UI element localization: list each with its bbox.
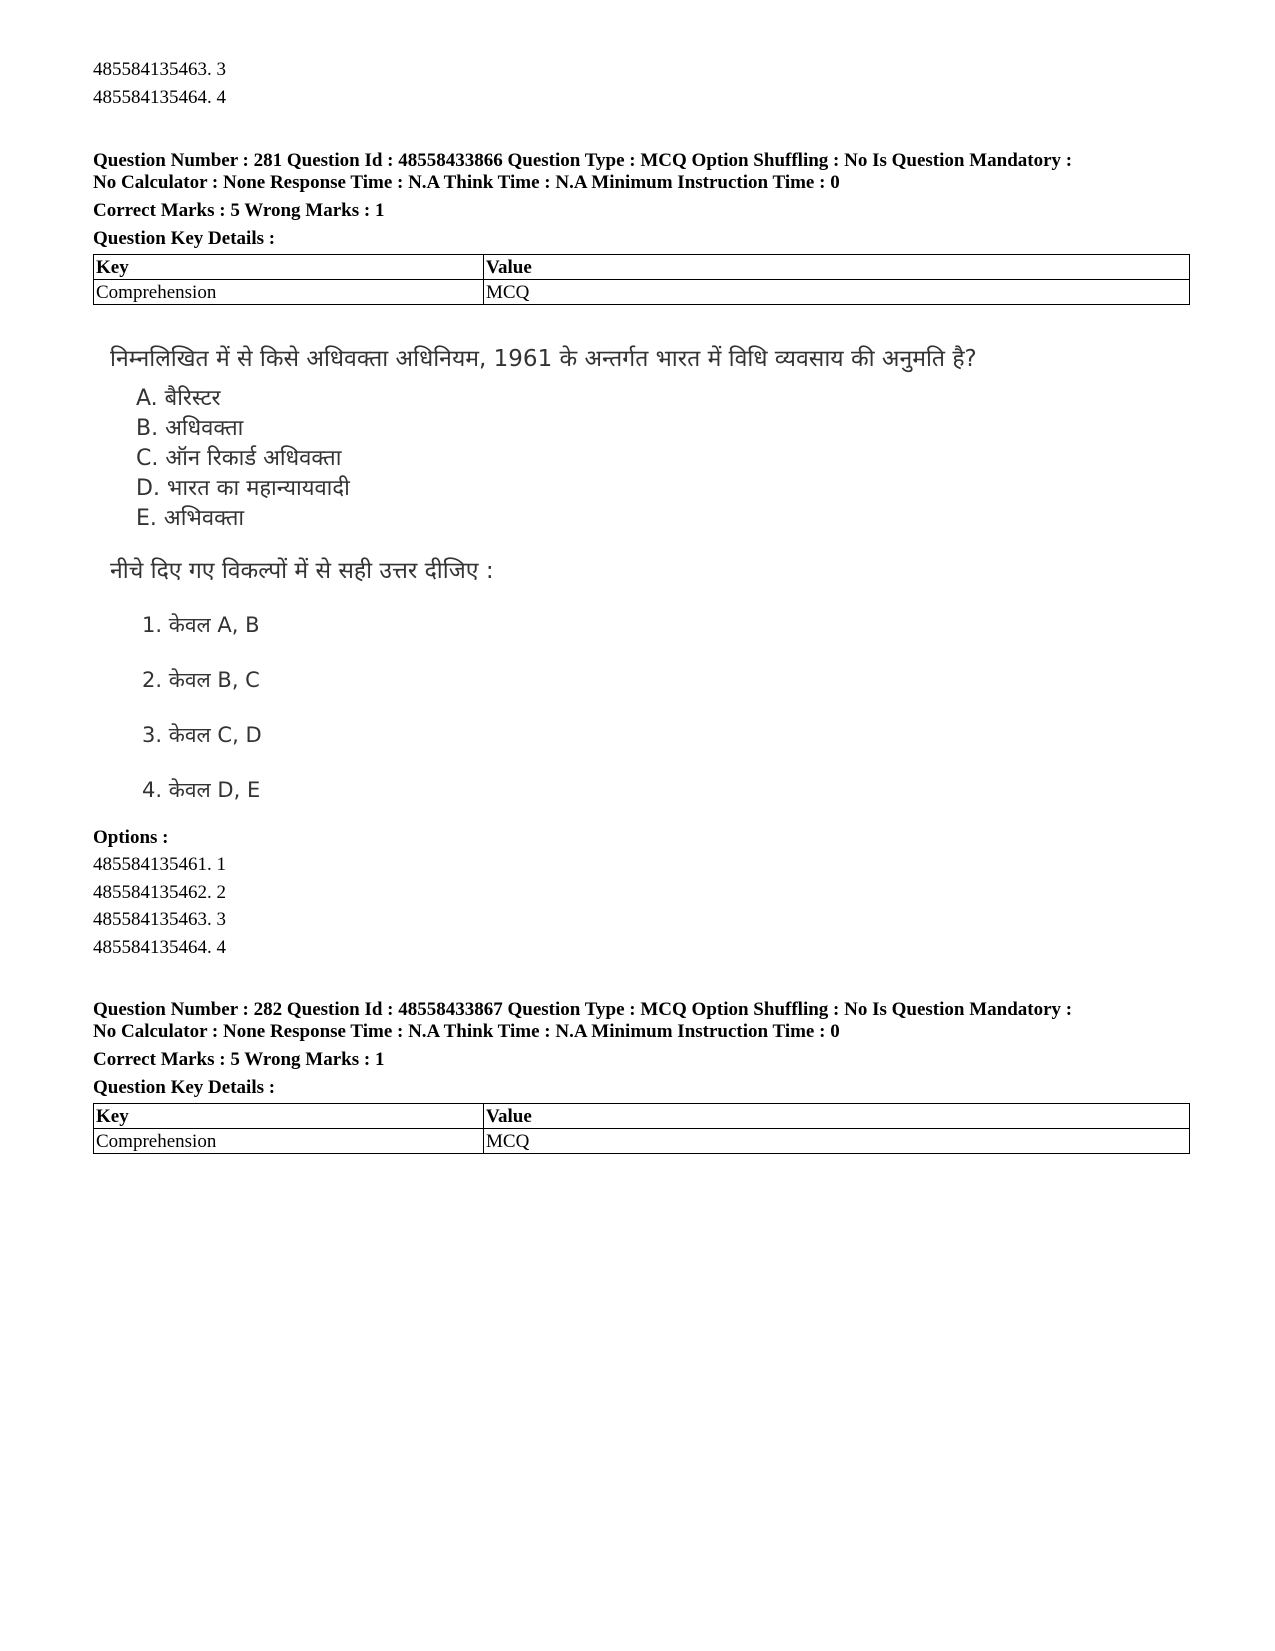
q281-key-details-table (93, 254, 1190, 305)
q281-question-image (110, 342, 1010, 842)
q281-instruction: नीचे दिए गए विकल्पों में से सही उत्तर दीजिए : (110, 558, 494, 584)
prev-option-3: 485584135463. 3 (93, 59, 226, 80)
table-header-value: Value (484, 255, 1190, 280)
prev-option-4: 485584135464. 4 (93, 87, 226, 108)
q281-option-4: 485584135464. 4 (93, 937, 226, 958)
q281-statement-c: C. ऑन रिकार्ड अधिवक्ता (136, 446, 342, 471)
table-header-key: Key (94, 255, 484, 280)
q281-option-3: 485584135463. 3 (93, 909, 226, 930)
q281-key-details-label: Question Key Details : (93, 228, 276, 249)
table-row (94, 280, 1190, 305)
q282-meta-line-1: Question Number : 282 Question Id : 48558433867 Question Type : MCQ Option Shuffling : No Is Question Mandatory : (93, 999, 1073, 1020)
q281-choice-3: 3. केवल C, D (142, 723, 262, 747)
table-header-key: Key (94, 1104, 484, 1129)
q281-marks: Correct Marks : 5 Wrong Marks : 1 (93, 200, 385, 221)
q281-statement-b: B. अधिवक्ता (136, 416, 244, 441)
q281-statement-e: E. अभिवक्ता (136, 506, 245, 531)
q281-choice-1: 1. केवल A, B (142, 613, 260, 637)
q282-marks: Correct Marks : 5 Wrong Marks : 1 (93, 1049, 385, 1070)
q282-key-details-table (93, 1103, 1190, 1154)
q281-meta-line-2: No Calculator : None Response Time : N.A Think Time : N.A Minimum Instruction Time : 0 (93, 172, 840, 193)
q281-statement-a: A. बैरिस्टर (136, 386, 221, 411)
table-header-value: Value (484, 1104, 1190, 1129)
q282-meta-line-2: No Calculator : None Response Time : N.A Think Time : N.A Minimum Instruction Time : 0 (93, 1021, 840, 1042)
table-header-row (94, 1104, 1190, 1129)
q281-option-1: 485584135461. 1 (93, 854, 226, 875)
table-row (94, 1129, 1190, 1154)
q281-question-stem: निम्नलिखित में से किसे अधिवक्ता अधिनियम, 1961 के अन्तर्गत भारत में विधि व्यवसाय की अनुमति है? (110, 346, 977, 372)
q281-choice-4: 4. केवल D, E (142, 778, 261, 802)
q281-options-label: Options : (93, 827, 169, 848)
q281-option-2: 485584135462. 2 (93, 882, 226, 903)
q281-choice-2: 2. केवल B, C (142, 668, 260, 692)
q281-meta-line-1: Question Number : 281 Question Id : 48558433866 Question Type : MCQ Option Shuffling : No Is Question Mandatory : (93, 150, 1073, 171)
table-header-row (94, 255, 1190, 280)
table-cell-key: Comprehension (94, 280, 484, 305)
q281-statement-d: D. भारत का महान्यायवादी (136, 476, 350, 501)
table-cell-value: MCQ (484, 1129, 1190, 1154)
table-cell-value: MCQ (484, 280, 1190, 305)
q282-key-details-label: Question Key Details : (93, 1077, 276, 1098)
table-cell-key: Comprehension (94, 1129, 484, 1154)
